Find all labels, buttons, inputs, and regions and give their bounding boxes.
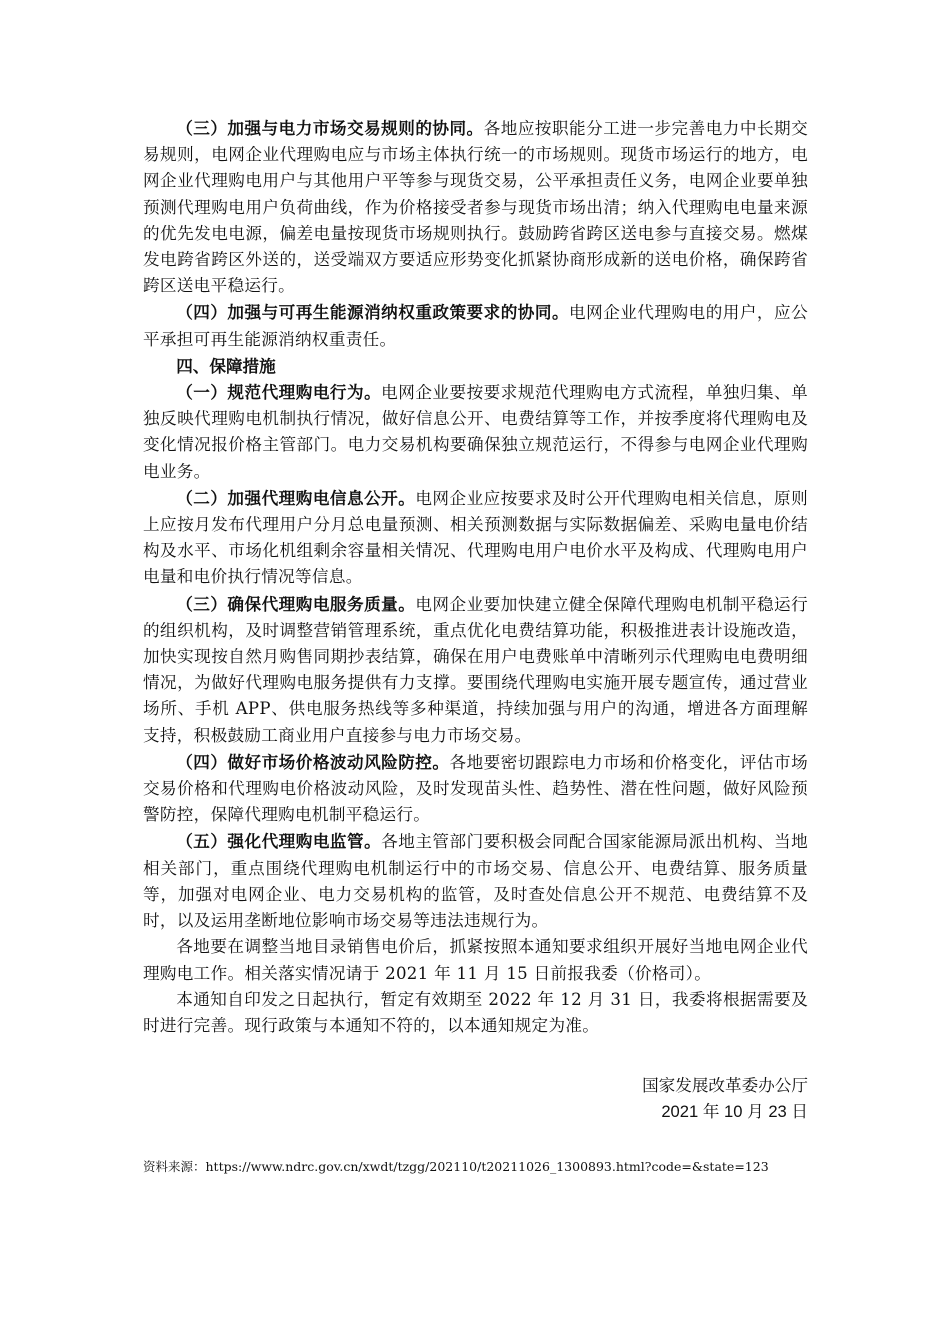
paragraph-lead: （五）强化代理购电监管。 [176,831,382,852]
paragraph-lead: （一）规范代理购电行为。 [176,382,382,403]
paragraph-closing-1: 各地要在调整当地目录销售电价后，抓紧按照本通知要求组织开展好当地电网企业代理购电工作。相关落实情况请于 2021 年 11 月 15 日前报我委（价格司）。 [143,937,808,983]
paragraph-measure-4 [143,749,808,829]
paragraph-text: 电网企业应按要求及时公开代理购电相关信息，原则上应按月发布代理用户分月总电量预测、相关预测数据与实际数据偏差、采购电量电价结构及水平、市场化机组剩余容量相关情况、代理购电用户电价水平及构成、代理购电用户电量和电价执行情况等信息。 [143,488,808,587]
issue-date: 2021 年 10 月 23 日 [661,1102,808,1122]
paragraph-lead: （三）加强与电力市场交易规则的协同。 [176,118,484,138]
paragraph-text: 电网企业要加快建立健全保障代理购电机制平稳运行的组织机构，及时调整营销管理系统，重点优化电费结算功能，积极推进表计设施改造，加快实现按自然月购售同期抄表结算，确保在用户电费账单中清晰列示代理购电电费明细情况，为做好代理购电服务提供有力支撑。要围绕代理购电实施开展专题宣传，通过营业场所、手机 APP、供电服务热线等多种渠道，持续加强与用户的沟通，增进各方面理解支持，积极鼓励工商业用户直接参与电力市场交易。 [143,594,808,745]
paragraph-text: 电网企业要按要求规范代理购电方式流程，单独归集、单独反映代理购电机制执行情况，做好信息公开、电费结算等工作，并按季度将代理购电及变化情况报价格主管部门。电力交易机构要确保独立规范运行，不得参与电网企业代理购电业务。 [143,383,809,481]
paragraph-market-rules [143,115,808,299]
paragraph-text: 各地主管部门要积极会同配合国家能源局派出机构、当地相关部门，重点围绕代理购电机制运行中的市场交易、信息公开、电费结算、服务质量等，加强对电网企业、电力交易机构的监管，及时查处信息公开不规范、电费结算不及时，以及运用垄断地位影响市场交易等违法违规行为。 [143,832,809,931]
paragraph-measure-5 [143,828,808,934]
paragraph-text: 各地要密切跟踪电力市场和价格变化，评估市场交易价格和代理购电价格波动风险，及时发现苗头性、趋势性、潜在性问题，做好风险预警防控，保障代理购电机制平稳运行。 [143,752,808,825]
paragraph-closing-2: 本通知自印发之日起执行，暂定有效期至 2022 年 12 月 31 日，我委将根据需要及时进行完善。现行政策与本通知不符的，以本通知规定为准。 [143,989,808,1035]
document-body [143,115,808,1126]
paragraph-text: 各地应按职能分工进一步完善电力中长期交易规则，电网企业代理购电应与市场主体执行统一的市场规则。现货市场运行的地方，电网企业代理购电用户与其他用户平等参与现货交易，公平承担责任义务，电网企业要单独预测代理购电用户负荷曲线，作为价格接受者参与现货市场出清；纳入代理购电电量来源的优先发电电源，偏差电量按现货市场规则执行。鼓励跨省跨区送电参与直接交易。燃煤发电跨省跨区外送的，送受端双方要适应形势变化抓紧协商形成新的送电价格，确保跨省跨区送电平稳运行。 [143,119,809,296]
paragraph-measure-1 [143,379,808,485]
paragraph-lead: （二）加强代理购电信息公开。 [176,487,416,508]
paragraph-measure-3 [143,591,808,749]
paragraph-lead: （三）确保代理购电服务质量。 [176,593,416,614]
section-heading: 四、保障措施 [176,355,276,376]
paragraph-lead: （四）加强与可再生能源消纳权重政策要求的协同。 [176,302,570,323]
paragraph-lead: （四）做好市场价格波动风险防控。 [176,751,450,772]
signature-block [143,1073,808,1125]
paragraph-renewable [143,299,808,352]
issuing-organization: 国家发展改革委办公厅 [642,1076,808,1096]
paragraph-text: 电网企业代理购电的用户，应公平承担可再生能源消纳权重责任。 [143,303,808,349]
paragraph-measure-2 [143,485,808,591]
source-citation: 资料来源：https://www.ndrc.gov.cn/xwdt/tzgg/202110/t20211026_1300893.html?code=&state=123 [143,1159,769,1174]
